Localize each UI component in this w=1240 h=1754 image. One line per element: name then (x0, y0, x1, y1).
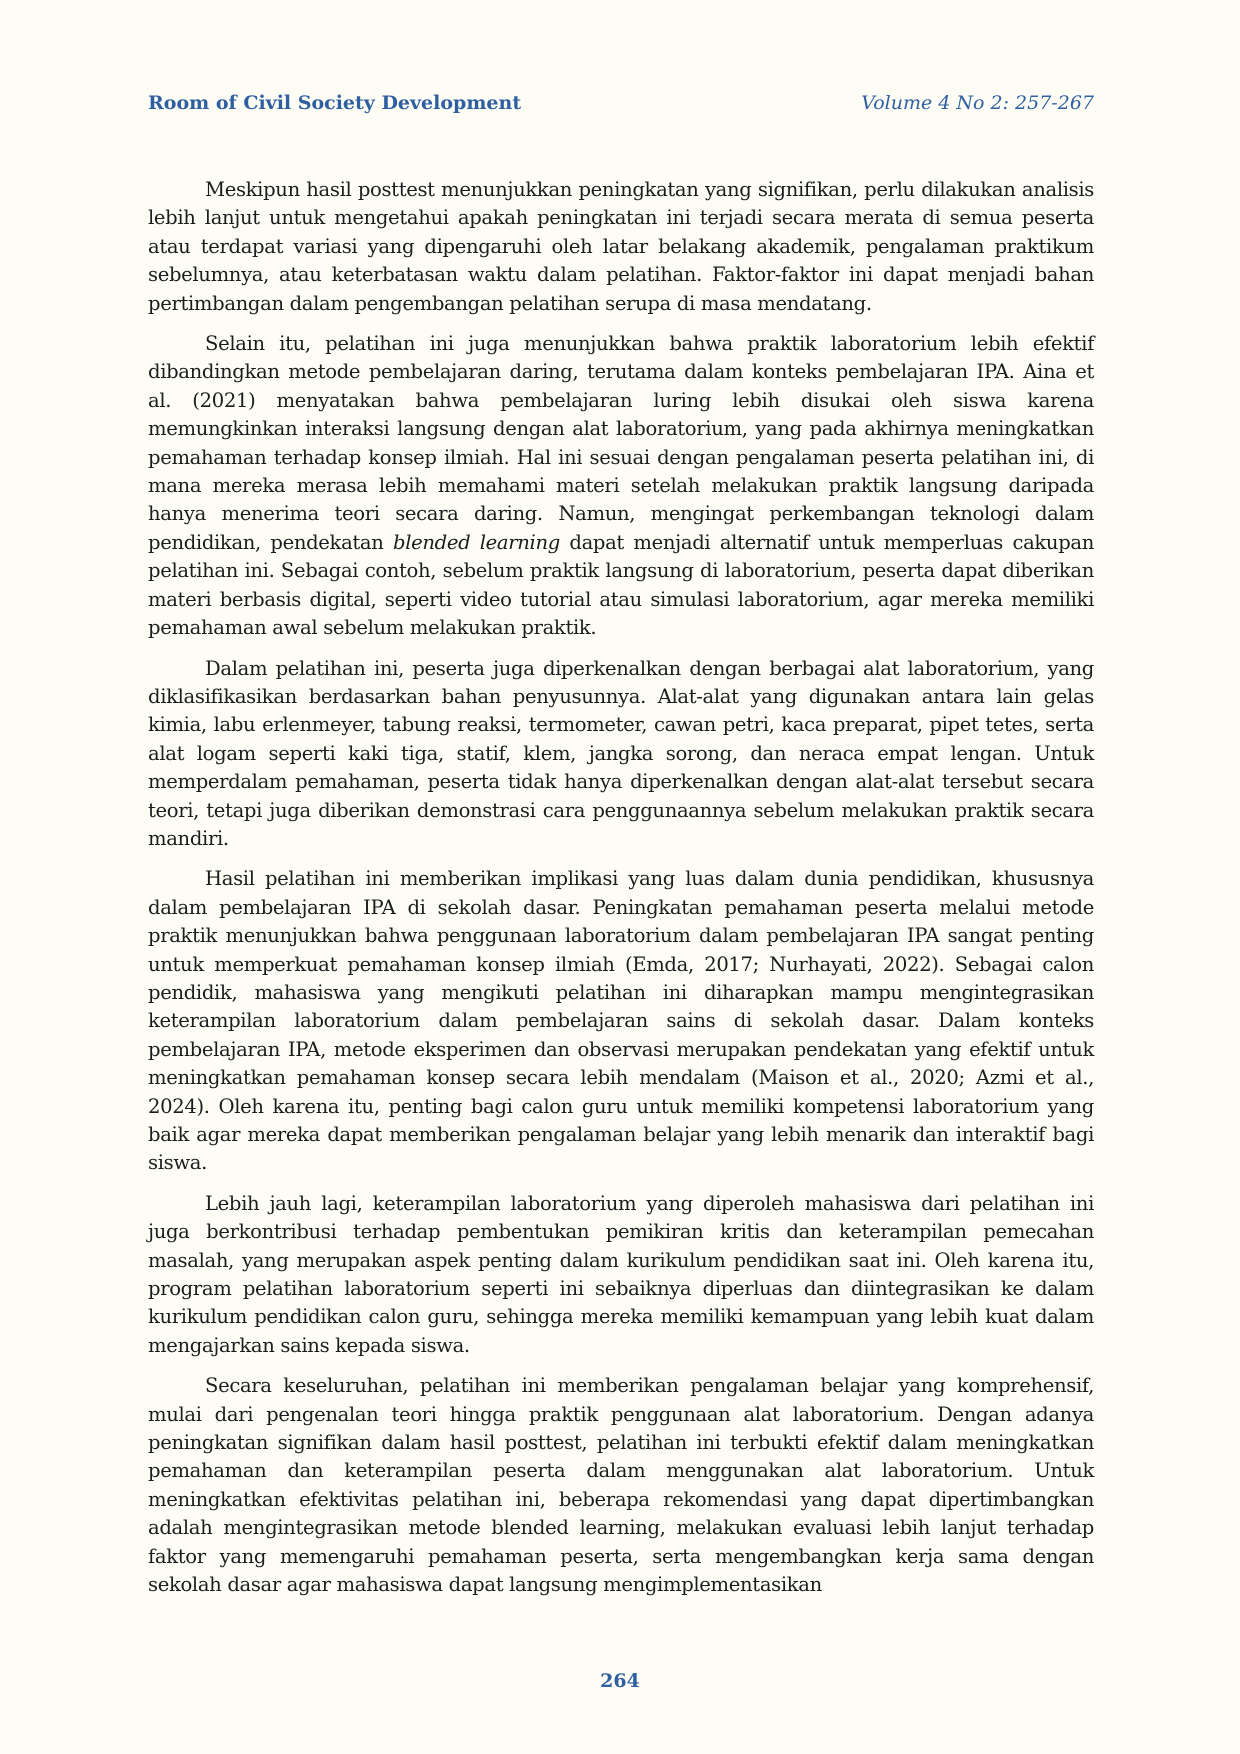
paragraph-2-text-after: dapat menjadi alternatif untuk memperluas cakupan pelatihan ini. Sebagai contoh, sebelum praktik langsung di laboratorium, peserta dapat diberikan materi berbasis digital, seperti video tutorial atau simulasi laboratorium, agar mereka memiliki pemahaman awal sebelum melakukan praktik. (148, 530, 1094, 640)
paragraph-3: Dalam pelatihan ini, peserta juga diperkenalkan dengan berbagai alat laboratorium, yang diklasifikasikan berdasarkan bahan penyusunnya. Alat-alat yang digunakan antara lain gelas kimia, labu erlenmeyer, tabung reaksi, termometer, cawan petri, kaca preparat, pipet tetes, serta alat logam seperti kaki tiga, statif, klem, jangka sorong, dan neraca empat lengan. Untuk memperdalam pemahaman, peserta tidak hanya diperkenalkan dengan alat-alat tersebut secara teori, tetapi juga diberikan demonstrasi cara penggunaannya sebelum melakukan praktik secara mandiri. (148, 656, 1094, 850)
paragraph-5: Lebih jauh lagi, keterampilan laboratorium yang diperoleh mahasiswa dari pelatihan ini juga berkontribusi terhadap pembentukan pemikiran kritis dan keterampilan pemecahan masalah, yang merupakan aspek penting dalam kurikulum pendidikan saat ini. Oleh karena itu, program pelatihan laboratorium seperti ini sebaiknya diperluas dan diintegrasikan ke dalam kurikulum pendidikan calon guru, sehingga mereka memiliki kemampuan yang lebih kuat dalam mengajarkan sains kepada siswa. (148, 1191, 1094, 1357)
italic-term: blended learning (393, 530, 560, 554)
paragraph-6: Secara keseluruhan, pelatihan ini memberikan pengalaman belajar yang komprehensif, mulai dari pengenalan teori hingga praktik penggunaan alat laboratorium. Dengan adanya peningkatan signifikan dalam hasil posttest, pelatihan ini terbukti efektif dalam meningkatkan pemahaman dan keterampilan peserta dalam menggunakan alat laboratorium. Untuk meningkatkan efektivitas pelatihan ini, beberapa rekomendasi yang dapat dipertimbangkan adalah mengintegrasikan metode blended learning, melakukan evaluasi lebih lanjut terhadap faktor yang memengaruhi pemahaman peserta, serta mengembangkan kerja sama dengan sekolah dasar agar mahasiswa dapat langsung mengimplementasikan (148, 1374, 1094, 1597)
paragraph-4: Hasil pelatihan ini memberikan implikasi yang luas dalam dunia pendidikan, khususnya dalam pembelajaran IPA di sekolah dasar. Peningkatan pemahaman peserta melalui metode praktik menunjukkan bahwa penggunaan laboratorium dalam pembelajaran IPA sangat penting untuk memperkuat pemahaman konsep ilmiah (Emda, 2017; Nurhayati, 2022). Sebagai calon pendidik, mahasiswa yang mengikuti pelatihan ini diharapkan mampu mengintegrasikan keterampilan laboratorium dalam pembelajaran sains di sekolah dasar. Dalam konteks pembelajaran IPA, metode eksperimen dan observasi merupakan pendekatan yang efektif untuk meningkatkan pemahaman konsep secara lebih mendalam (Maison et al., 2020; Azmi et al., 2024). Oleh karena itu, penting bagi calon guru untuk memiliki kompetensi laboratorium yang baik agar mereka dapat memberikan pengalaman belajar yang lebih menarik dan interaktif bagi siswa. (148, 867, 1094, 1175)
page-number: 264 (600, 1670, 640, 1692)
volume-info: Volume 4 No 2: 257-267 (861, 92, 1094, 114)
running-header (148, 92, 1094, 118)
paragraph-2 (148, 330, 1094, 642)
journal-title: Room of Civil Society Development (148, 92, 522, 114)
paragraph-2-text-before: Selain itu, pelatihan ini juga menunjukkan bahwa praktik laboratorium lebih efektif dibandingkan metode pembelajaran daring, terutama dalam konteks pembelajaran IPA. Aina et al. (2021) menyatakan bahwa pembelajaran luring lebih disukai oleh siswa karena memungkinkan interaksi langsung dengan alat laboratorium, yang pada akhirnya meningkatkan pemahaman terhadap konsep ilmiah. Hal ini sesuai dengan pengalaman peserta pelatihan ini, di mana mereka merasa lebih memahami materi setelah melakukan praktik langsung daripada hanya menerima teori secara daring. Namun, mengingat perkembangan teknologi dalam pendidikan, pendekatan (148, 332, 1094, 554)
article-body (148, 176, 1094, 1612)
paragraph-1: Meskipun hasil posttest menunjukkan peningkatan yang signifikan, perlu dilakukan analisis lebih lanjut untuk mengetahui apakah peningkatan ini terjadi secara merata di semua peserta atau terdapat variasi yang dipengaruhi oleh latar belakang akademik, pengalaman praktikum sebelumnya, atau keterbatasan waktu dalam pelatihan. Faktor-faktor ini dapat menjadi bahan pertimbangan dalam pengembangan pelatihan serupa di masa mendatang. (148, 178, 1094, 315)
